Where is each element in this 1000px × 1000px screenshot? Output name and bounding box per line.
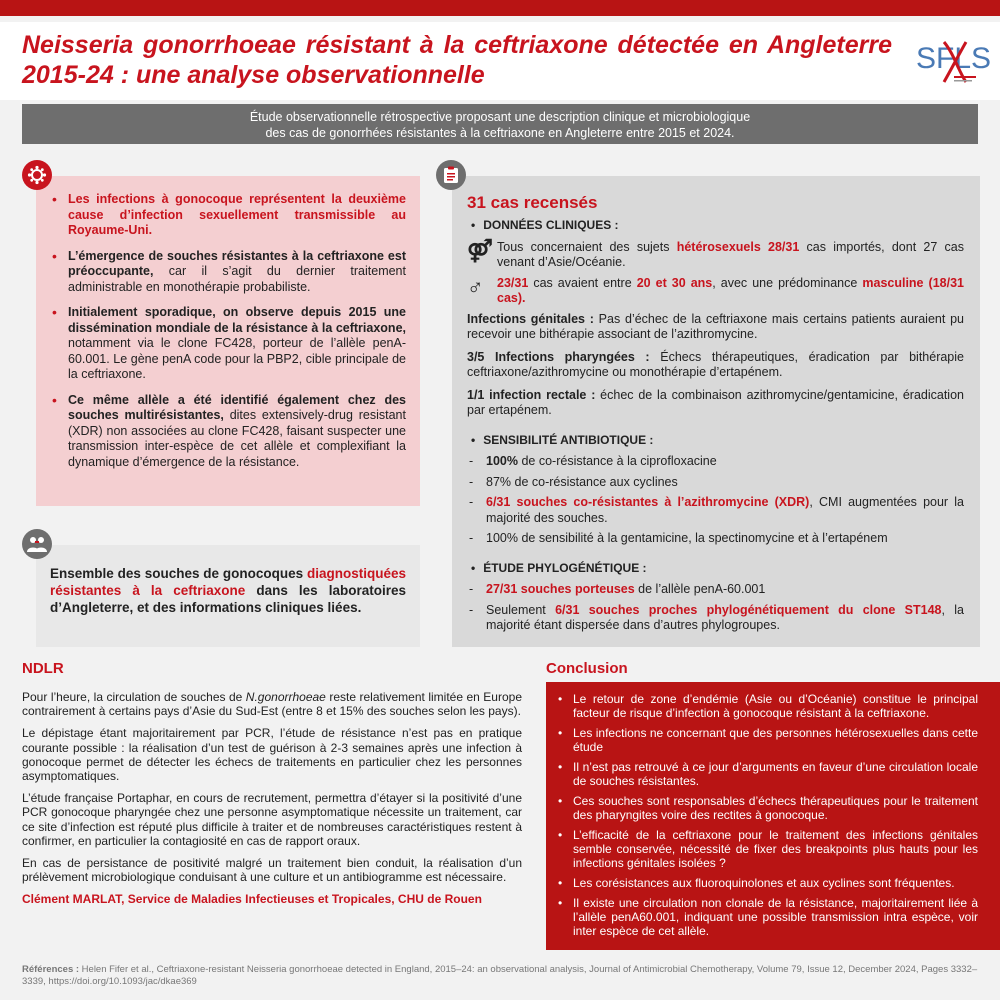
population-box: Ensemble des souches de gonocoques diagnostiquées résistantes à la ceftriaxone dans les laboratoires d’Angleterre, et des informations cliniques liées. (36, 545, 420, 647)
clinical-header: • DONNÉES CLINIQUES : (471, 218, 964, 234)
conclusion-box (546, 682, 1000, 950)
intro-item: • Ce même allèle a été identifié également chez des souches multirésistantes, dites extensively-drug resistant (XDR) non associées au clone FC428, faisant suspecter une transmission inter-espèce de cet allèle et complexifiant la dynamique d’émergence de la résistance. (52, 393, 406, 471)
list-item: - 27/31 souches porteuses de l’allèle penA-60.001 (467, 582, 964, 598)
clipboard-icon (436, 160, 466, 190)
conclusion-item: • L’efficacité de la ceftriaxone pour le traitement des infections génitales semble conservée, nécessité de fixer des breakpoints plus hauts pour les infections génitales isolées ? (556, 828, 978, 870)
subtitle-line-2: des cas de gonorrhées résistantes à la ceftriaxone en Angleterre entre 2015 et 2024. (265, 126, 735, 140)
ndlr-paragraph: En cas de persistance de positivité malgré un traitement bien conduit, la réalisation d’un prélèvement microbiologique conduisant à une culture et un antibiogramme est nécessaire. (22, 856, 522, 885)
conclusion-item: • Ces souches sont responsables d’échecs thérapeutiques pour le traitement des pharyngites voire des rectites à gonocoque. (556, 794, 978, 822)
genital-para: Infections génitales : Pas d’échec de la ceftriaxone mais certains patients auraient pu recevoir une bithérapie associant de l’azithromycine. (467, 311, 964, 341)
top-bar (0, 0, 1000, 16)
list-item: - 100% de co-résistance à la ciprofloxacine (467, 454, 964, 470)
conclusion-item: • Le retour de zone d’endémie (Asie ou d’Océanie) constitue le principal facteur de risque d’infection à gonocoque résistant à la ceftriaxone. (556, 692, 978, 720)
susceptibility-list (467, 454, 964, 547)
phylo-header: • ÉTUDE PHYLOGÉNÉTIQUE : (471, 561, 964, 577)
conclusion-title: Conclusion (546, 660, 628, 677)
heterosexual-icon: ⚤ (467, 237, 493, 263)
ndlr-paragraph: Le dépistage étant majoritairement par PCR, l’étude de résistance n’est pas en pratique courante possible : la réalisation d’un test de guérison à 2-3 semaines après une infection à gonocoque permet de détecter les échecs de traitements en particulier chez les personnes asymptomatiques. (22, 726, 522, 784)
logo-text: SFLS (916, 42, 992, 75)
conclusion-item: • Il n’est pas retrouvé à ce jour d’arguments en faveur d’une circulation locale de souches résistantes. (556, 760, 978, 788)
conclusion-item: • Il existe une circulation non clonale de la résistance, majoritairement liée à l’allèle penA60.001, indiquant une possible transmission intra espèce, voir inter espèce de cet allèle. (556, 896, 978, 938)
sfls-logo (914, 32, 992, 88)
subtitle-banner (22, 104, 978, 144)
ndlr-title: NDLR (22, 660, 64, 677)
results-box (452, 176, 980, 647)
list-item: - 100% de sensibilité à la gentamicine, la spectinomycine et à l’ertapénem (467, 531, 964, 547)
references: Références : Helen Fifer et al., Ceftriaxone-resistant Neisseria gonorrhoeae detected in England, 2015–24: an observational analysis, Journal of Antimicrobial Chemotherapy, Volume 79, Issue 12, December 2024, Pages 3332–3339, https://doi.org/10.1093/jac/dkae369 (22, 964, 978, 987)
intro-item: • Initialement sporadique, on observe depuis 2015 une dissémination mondiale de la résistance à la ceftriaxone, notamment via le clone FC428, porteur de l’allèle penA-60.001. Le gène penA code pour la PBP2, cible principale de la ceftriaxone. (52, 305, 406, 383)
clinical-row: ⚤ Tous concernaient des sujets hétérosexuels 28/31 cas importés, dont 27 cas venant d’Asie/Océanie. (467, 237, 965, 269)
author-credit: Clément MARLAT, Service de Maladies Infectieuses et Tropicales, CHU de Rouen (22, 892, 482, 907)
cases-title: 31 cas recensés (467, 193, 598, 212)
intro-item: • Les infections à gonocoque représentent la deuxième cause d’infection sexuellement transmissible au Royaume-Uni. (52, 192, 406, 239)
phylo-list (467, 582, 964, 634)
pharyngeal-para: 3/5 Infections pharyngées : Échecs thérapeutiques, éradication par bithérapie ceftriaxone/azithromycine ou monothérapie d’ertapénem. (467, 349, 964, 379)
susceptibility-header: • SENSIBILITÉ ANTIBIOTIQUE : (471, 433, 964, 449)
ndlr-paragraph: L’étude française Portaphar, en cours de recrutement, permettra d’étayer si la positivité d’une PCR gonocoque pharyngée chez une personne asymptomatique nécessite un traitement, car ce site d’infection est réputé plus difficile à traiter et de nombreuses caractéristiques restent à confirmer, en particulier la contagiosité en cas de rapport oraux. (22, 791, 522, 848)
people-icon (22, 529, 52, 559)
male-icon: ♂ (467, 273, 484, 299)
ndlr-body (22, 690, 522, 915)
list-item: - 6/31 souches co-résistantes à l’azithromycine (XDR), CMI augmentées pour la majorité des souches. (467, 495, 964, 526)
ndlr-paragraph: Pour l’heure, la circulation de souches de N.gonorrhoeae reste relativement limitée en Europe contrairement à certains pays d’Asie du Sud-Est (entre 8 et 15% des souches selon les pays). (22, 690, 522, 719)
intro-box (36, 176, 420, 506)
list-item: - 87% de co-résistance aux cyclines (467, 475, 964, 491)
clinical-row: ♂ 23/31 cas avaient entre 20 et 30 ans, avec une prédominance masculine (18/31 cas). (467, 273, 964, 305)
conclusion-item: • Les corésistances aux fluoroquinolones et aux cyclines sont fréquentes. (556, 876, 978, 890)
list-item: - Seulement 6/31 souches proches phylogénétiquement du clone ST148, la majorité étant dispersée dans d’autres phylogroupes. (467, 603, 964, 634)
rectal-para: 1/1 infection rectale : échec de la combinaison azithromycine/gentamicine, éradication par ertapénem. (467, 387, 964, 417)
virus-icon (22, 160, 52, 190)
page-title: Neisseria gonorrhoeae résistant à la ceftriaxone détectée en Angleterre 2015-24 : une analyse observationnelle (22, 31, 892, 89)
subtitle-line-1: Étude observationnelle rétrospective proposant une description clinique et microbiologique (249, 110, 751, 124)
intro-item: • L’émergence de souches résistantes à la ceftriaxone est préoccupante, car il s’agit du dernier traitement administrable en monothérapie probabiliste. (52, 249, 406, 296)
conclusion-item: • Les infections ne concernant que des personnes hétérosexuelles dans cette étude (556, 726, 978, 754)
